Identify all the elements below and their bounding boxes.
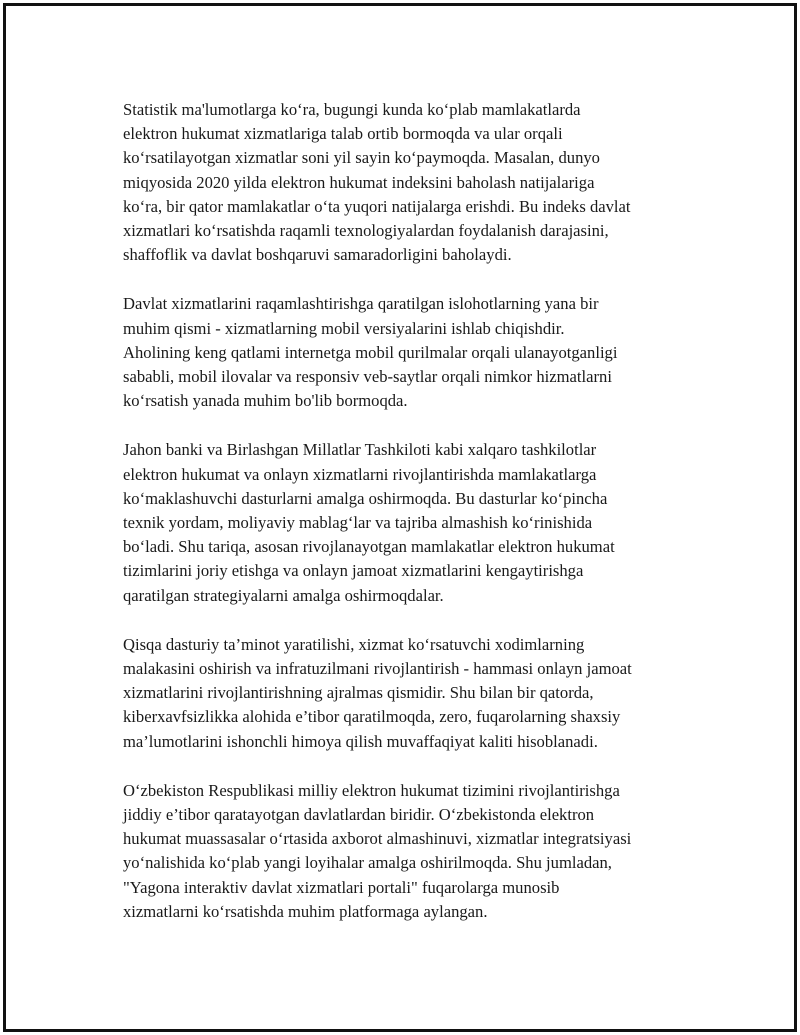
paragraph-2 [123, 292, 683, 413]
paragraph-4 [123, 633, 683, 754]
text-line: qaratilgan strategiyalarni amalga oshirmoqdalar. [123, 585, 444, 605]
text-line: xizmatlarini rivojlantirishning ajralmas qismidir. Shu bilan bir qatorda, [123, 683, 594, 703]
paragraph-1 [123, 98, 683, 267]
text-line: ko‘maklashuvchi dasturlarni amalga oshirmoqda. Bu dasturlar ko‘pincha [123, 488, 608, 508]
paragraph-3 [123, 438, 683, 607]
text-line: sababli, mobil ilovalar va responsiv veb-saytlar orqali nimkor hizmatlarni [123, 367, 612, 387]
document-body [123, 98, 683, 949]
text-line: hukumat muassasalar o‘rtasida axborot almashinuvi, xizmatlar integratsiyasi [123, 829, 632, 849]
text-line: xizmatlarni ko‘rsatishda muhim platformaga aylangan. [123, 901, 488, 921]
text-line: Jahon banki va Birlashgan Millatlar Tashkiloti kabi xalqaro tashkilotlar [123, 440, 597, 460]
text-line: ko‘ra, bir qator mamlakatlar o‘ta yuqori natijalarga erishdi. Bu indeks davlat [123, 196, 631, 216]
text-line: muhim qismi - xizmatlarning mobil versiyalarini ishlab chiqishdir. [123, 318, 565, 338]
text-line: xizmatlari ko‘rsatishda raqamli texnologiyalardan foydalanish darajasini, [123, 221, 609, 241]
text-line: O‘zbekiston Respublikasi milliy elektron hukumat tizimini rivojlantirishga [123, 780, 620, 800]
text-line: Davlat xizmatlarini raqamlashtirishga qaratilgan islohotlarning yana bir [123, 294, 599, 314]
text-line: "Yagona interaktiv davlat xizmatlari portali" fuqarolarga munosib [123, 877, 560, 897]
text-line: texnik yordam, moliyaviy mablag‘lar va tajriba almashish ko‘rinishida [123, 513, 593, 533]
text-line: shaffoflik va davlat boshqaruvi samaradorligini baholaydi. [123, 245, 512, 265]
text-line: miqyosida 2020 yilda elektron hukumat indeksini baholash natijalariga [123, 172, 595, 192]
text-line: ma’lumotlarini ishonchli himoya qilish muvaffaqiyat kaliti hisoblanadi. [123, 731, 598, 751]
text-line: bo‘ladi. Shu tariqa, asosan rivojlanayotgan mamlakatlar elektron hukumat [123, 537, 615, 557]
text-line: yo‘nalishida ko‘plab yangi loyihalar amalga oshirilmoqda. Shu jumladan, [123, 853, 612, 873]
text-line: elektron hukumat xizmatlariga talab ortib bormoqda va ular orqali [123, 124, 563, 144]
text-line: jiddiy e’tibor qaratayotgan davlatlardan biridir. O‘zbekistonda elektron [123, 805, 595, 825]
text-line: Statistik ma'lumotlarga ko‘ra, bugungi kunda ko‘plab mamlakatlarda [123, 100, 581, 119]
text-line: elektron hukumat va onlayn xizmatlarni rivojlantirishda mamlakatlarga [123, 464, 597, 484]
text-line: kiberxavfsizlikka alohida e’tibor qaratilmoqda, zero, fuqarolarning shaxsiy [123, 707, 621, 727]
text-line: ko‘rsatish yanada muhim bo'lib bormoqda. [123, 391, 408, 411]
text-line: malakasini oshirish va infratuzilmani rivojlantirish - hammasi onlayn jamoat [123, 659, 632, 679]
text-line: Aholining keng qatlami internetga mobil qurilmalar orqali ulanayotganligi [123, 342, 618, 362]
text-line: ko‘rsatilayotgan xizmatlar soni yil sayin ko‘paymoqda. Masalan, dunyo [123, 148, 600, 168]
page-frame [3, 3, 797, 1032]
paragraph-5 [123, 779, 683, 924]
text-line: Qisqa dasturiy ta’minot yaratilishi, xizmat ko‘rsatuvchi xodimlarning [123, 634, 585, 654]
text-line: tizimlarini joriy etishga va onlayn jamoat xizmatlarini kengaytirishga [123, 561, 584, 581]
